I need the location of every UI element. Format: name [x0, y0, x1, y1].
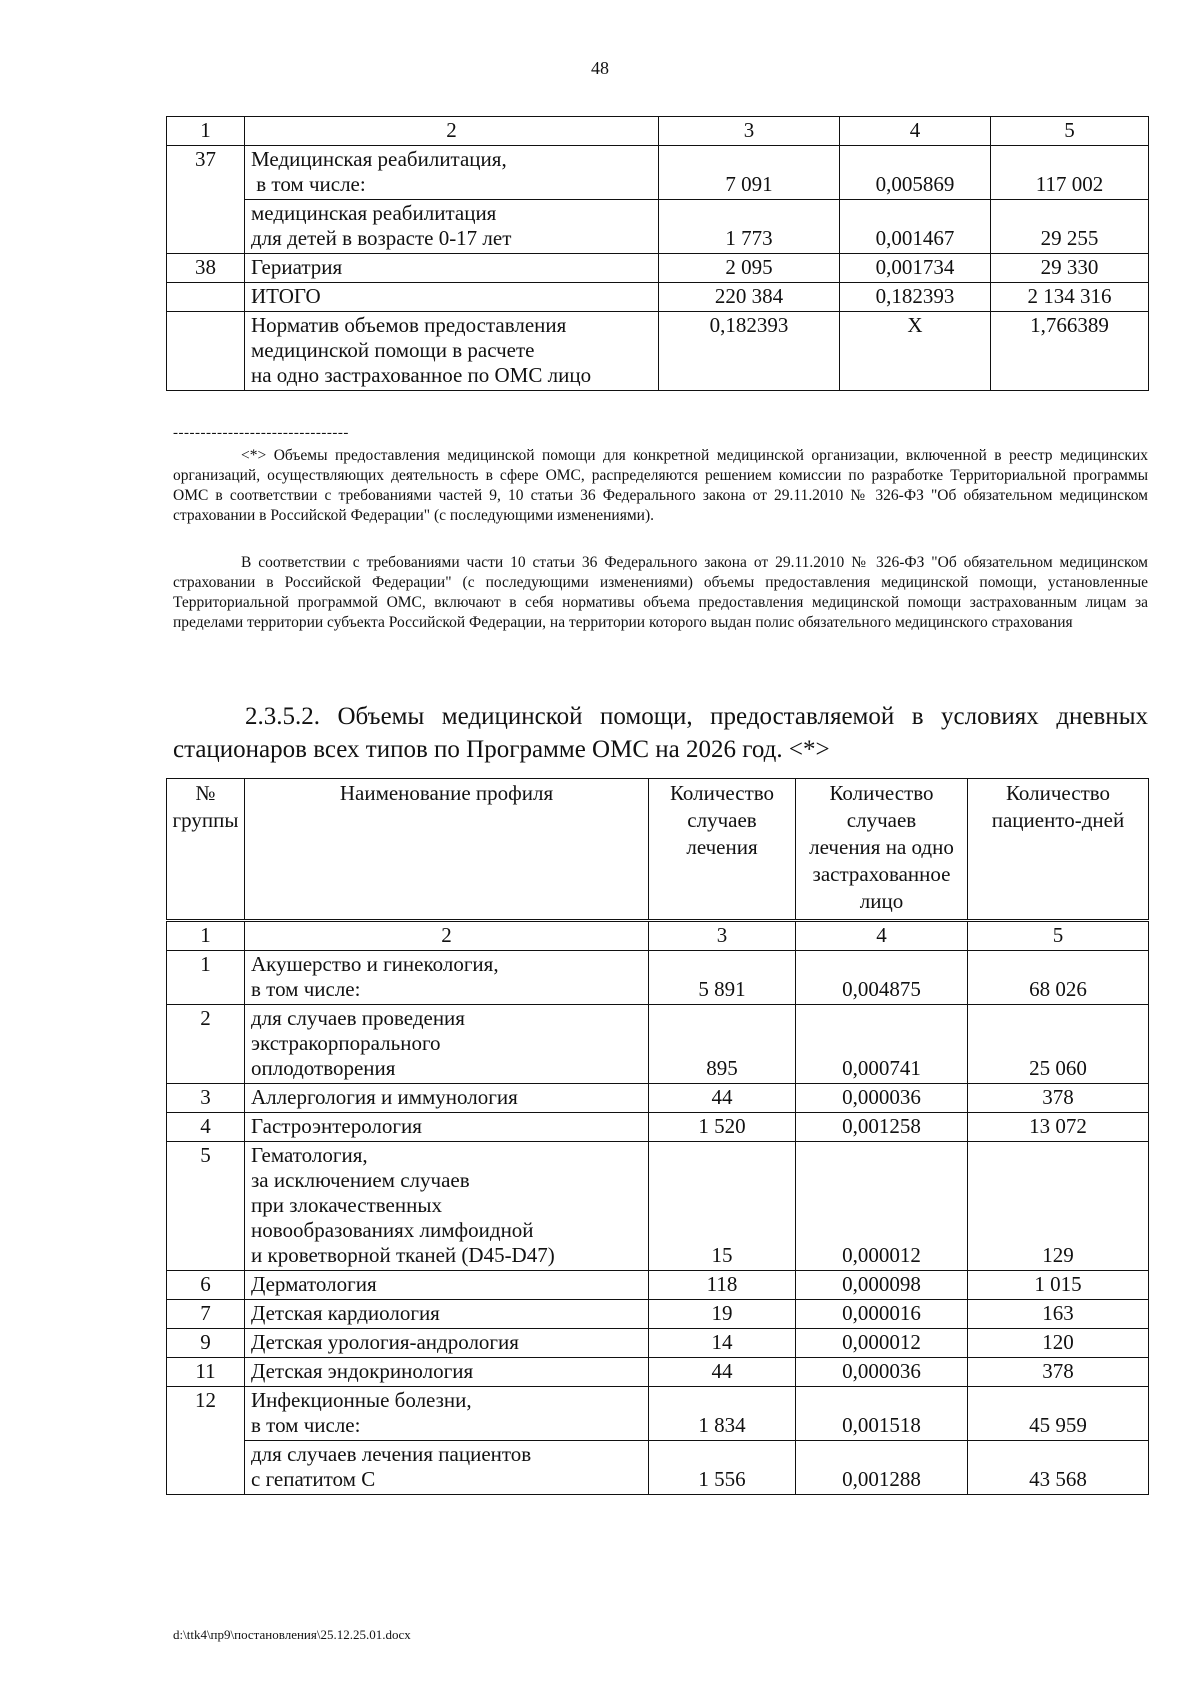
table-row — [167, 1271, 1149, 1300]
cases-count: 19 — [649, 1300, 796, 1329]
cases-per-insured: 0,001467 — [840, 200, 991, 254]
profile-name-line: экстракорпорального — [251, 1031, 441, 1055]
table-row — [167, 1441, 1149, 1495]
cases-per-insured: X — [840, 312, 991, 391]
row-number: 37 — [167, 146, 245, 200]
table-column-numbers — [167, 921, 1149, 951]
profile-name-line: за исключением случаев — [251, 1168, 470, 1192]
row-number: 6 — [167, 1271, 245, 1300]
profile-name — [245, 1142, 649, 1271]
cases-count: 1 773 — [659, 200, 840, 254]
profile-name-line: при злокачественных — [251, 1193, 442, 1217]
profile-name-line: Гематология, — [251, 1143, 368, 1167]
cases-per-insured: 0,001734 — [840, 254, 991, 283]
cases-per-insured: 0,000012 — [796, 1329, 968, 1358]
column-header-group-number — [167, 779, 245, 921]
cases-per-insured: 0,000098 — [796, 1271, 968, 1300]
patient-days: 45 959 — [968, 1387, 1149, 1441]
profile-name — [245, 1005, 649, 1084]
profile-name — [245, 1358, 649, 1387]
table-row — [167, 1329, 1149, 1358]
profile-name-line: Детская кардиология — [251, 1301, 440, 1325]
patient-days: 378 — [968, 1358, 1149, 1387]
column-header-text: Наименование профиля — [339, 781, 554, 805]
footnote-separator: -------------------------------- — [173, 425, 349, 441]
table-column-numbers — [167, 117, 1149, 146]
cases-count: 0,182393 — [659, 312, 840, 391]
row-number: 4 — [167, 1113, 245, 1142]
row-number — [167, 1441, 245, 1495]
column-header-cases — [649, 779, 796, 921]
table-norm-row — [167, 312, 1149, 391]
profile-name — [245, 951, 649, 1005]
column-number-cell: 3 — [659, 117, 840, 146]
column-number-cell: 1 — [167, 117, 245, 146]
cases-per-insured: 0,000036 — [796, 1358, 968, 1387]
table-row — [167, 951, 1149, 1005]
profile-name-line: медицинской помощи в расчете — [251, 338, 535, 362]
column-header-text: Количество пациенто-дней — [991, 781, 1125, 832]
column-header-profile-name — [245, 779, 649, 921]
patient-days: 117 002 — [991, 146, 1149, 200]
profile-name — [245, 1300, 649, 1329]
profile-name — [245, 1441, 649, 1495]
table-row — [167, 1005, 1149, 1084]
cases-per-insured: 0,000012 — [796, 1142, 968, 1271]
row-number — [167, 283, 245, 312]
cases-per-insured: 0,001288 — [796, 1441, 968, 1495]
column-header-text: Количество случаев лечения — [669, 781, 775, 859]
row-number: 1 — [167, 951, 245, 1005]
cases-per-insured: 0,005869 — [840, 146, 991, 200]
profile-name-line: оплодотворения — [251, 1056, 396, 1080]
profile-name-line: для случаев лечения пациентов — [251, 1442, 532, 1466]
cases-count: 1 520 — [649, 1113, 796, 1142]
profile-name-line: с гепатитом С — [251, 1467, 376, 1491]
cases-count: 44 — [649, 1358, 796, 1387]
patient-days: 1,766389 — [991, 312, 1149, 391]
section-heading-text: 2.3.5.2. Объемы медицинской помощи, предоставляемой в условиях дневных стационаров всех типов по Программе ОМС на 2026 год. <*> — [173, 703, 1148, 763]
row-number — [167, 200, 245, 254]
profile-name-line: ИТОГО — [251, 284, 321, 308]
profile-name — [245, 1387, 649, 1441]
profile-name — [245, 1271, 649, 1300]
cases-count: 5 891 — [649, 951, 796, 1005]
table-row — [167, 1142, 1149, 1271]
cases-per-insured: 0,000036 — [796, 1084, 968, 1113]
cases-count: 15 — [649, 1142, 796, 1271]
table-row — [167, 254, 1149, 283]
profile-name — [245, 200, 659, 254]
profile-name-line: для случаев проведения — [251, 1006, 465, 1030]
table-row — [167, 1387, 1149, 1441]
patient-days: 2 134 316 — [991, 283, 1149, 312]
profile-name-line: в том числе: — [251, 172, 366, 196]
column-header-text: Количество случаев лечения на одно застрахованное лицо — [809, 781, 954, 913]
patient-days: 129 — [968, 1142, 1149, 1271]
profile-name — [245, 146, 659, 200]
footnote-1 — [173, 446, 1148, 526]
table-row — [167, 146, 1149, 200]
profile-name — [245, 283, 659, 312]
cases-count: 44 — [649, 1084, 796, 1113]
day-hospital-volume-table — [166, 778, 1149, 1495]
cases-per-insured: 0,000016 — [796, 1300, 968, 1329]
profile-name-line: и кроветворной тканей (D45-D47) — [251, 1243, 555, 1267]
profile-name-line: Аллергология и иммунология — [251, 1085, 518, 1109]
patient-days: 13 072 — [968, 1113, 1149, 1142]
row-number: 7 — [167, 1300, 245, 1329]
row-number — [167, 312, 245, 391]
cases-per-insured: 0,000741 — [796, 1005, 968, 1084]
profile-name-line: медицинская реабилитация — [251, 201, 497, 225]
footnote-2 — [173, 553, 1148, 633]
profile-name-line: Детская урология-андрология — [251, 1330, 519, 1354]
cases-per-insured: 0,001258 — [796, 1113, 968, 1142]
column-number-cell: 1 — [167, 921, 245, 951]
profile-name-line: на одно застрахованное по ОМС лицо — [251, 363, 592, 387]
patient-days: 163 — [968, 1300, 1149, 1329]
column-number-cell: 4 — [796, 921, 968, 951]
cases-count: 220 384 — [659, 283, 840, 312]
profile-name-line: Норматив объемов предоставления — [251, 313, 567, 337]
profile-name-line: Дерматология — [251, 1272, 377, 1296]
profile-name-line: в том числе: — [251, 1413, 361, 1437]
row-number: 3 — [167, 1084, 245, 1113]
column-number-cell: 5 — [991, 117, 1149, 146]
column-number-cell: 4 — [840, 117, 991, 146]
row-number: 11 — [167, 1358, 245, 1387]
profile-name — [245, 312, 659, 391]
profile-name-line: Акушерство и гинекология, — [251, 952, 499, 976]
row-number: 38 — [167, 254, 245, 283]
cases-count: 14 — [649, 1329, 796, 1358]
row-number: 12 — [167, 1387, 245, 1441]
row-number: 2 — [167, 1005, 245, 1084]
patient-days: 43 568 — [968, 1441, 1149, 1495]
profile-name-line: Медицинская реабилитация, — [251, 147, 507, 171]
column-number-cell: 2 — [245, 117, 659, 146]
patient-days: 29 330 — [991, 254, 1149, 283]
table-row — [167, 1300, 1149, 1329]
patient-days: 29 255 — [991, 200, 1149, 254]
table-row — [167, 1358, 1149, 1387]
footnote-text: В соответствии с требованиями части 10 статьи 36 Федерального закона от 29.11.2010 № 326-ФЗ "Об обязательном медицинском страховании в Российской Федерации" (с последующими изменениями) объемы предоставления медицинской помощи, установленные Территориальной программой ОМС, включают в себя нормативы объема предоставления медицинской помощи застрахованным лицам за пределами территории субъекта Российской Федерации, на территории которого выдан полис обязательного медицинского страхования — [173, 554, 1148, 631]
table-row — [167, 1113, 1149, 1142]
profile-name-line: для детей в возрасте 0-17 лет — [251, 226, 512, 250]
cases-per-insured: 0,182393 — [840, 283, 991, 312]
cases-count: 1 556 — [649, 1441, 796, 1495]
volume-table-continued — [166, 116, 1149, 391]
patient-days: 120 — [968, 1329, 1149, 1358]
table-header-row — [167, 779, 1149, 921]
patient-days: 1 015 — [968, 1271, 1149, 1300]
profile-name-line: Детская эндокринология — [251, 1359, 474, 1383]
column-header-patient-days — [968, 779, 1149, 921]
table-row — [167, 200, 1149, 254]
column-number-cell: 3 — [649, 921, 796, 951]
profile-name-line: Гериатрия — [251, 255, 343, 279]
patient-days: 378 — [968, 1084, 1149, 1113]
column-number-cell: 2 — [245, 921, 649, 951]
profile-name-line: в том числе: — [251, 977, 361, 1001]
profile-name — [245, 254, 659, 283]
row-number: 5 — [167, 1142, 245, 1271]
profile-name — [245, 1329, 649, 1358]
profile-name — [245, 1113, 649, 1142]
cases-count: 2 095 — [659, 254, 840, 283]
cases-per-insured: 0,001518 — [796, 1387, 968, 1441]
column-number-cell: 5 — [968, 921, 1149, 951]
file-path: d:\ttk4\пр9\постановления\25.12.25.01.docx — [173, 1627, 411, 1642]
patient-days: 68 026 — [968, 951, 1149, 1005]
cases-per-insured: 0,004875 — [796, 951, 968, 1005]
section-heading — [173, 700, 1148, 766]
cases-count: 1 834 — [649, 1387, 796, 1441]
column-header-text: № группы — [172, 781, 239, 832]
profile-name-line: Инфекционные болезни, — [251, 1388, 472, 1412]
profile-name-line: Гастроэнтерология — [251, 1114, 422, 1138]
table-total-row — [167, 283, 1149, 312]
profile-name — [245, 1084, 649, 1113]
column-header-cases-per-insured — [796, 779, 968, 921]
profile-name-line: новообразованиях лимфоидной — [251, 1218, 534, 1242]
cases-count: 118 — [649, 1271, 796, 1300]
row-number: 9 — [167, 1329, 245, 1358]
cases-count: 7 091 — [659, 146, 840, 200]
cases-count: 895 — [649, 1005, 796, 1084]
page-number: 48 — [591, 58, 609, 78]
footnote-text: <*> Объемы предоставления медицинской помощи для конкретной медицинской организации, включенной в реестр медицинских организаций, осуществляющих деятельность в сфере ОМС, распределяются решением комиссии по разработке Территориальной программы ОМС в соответствии с требованиями частей 9, 10 статьи 36 Федерального закона от 29.11.2010 № 326-ФЗ "Об обязательном медицинском страховании в Российской Федерации" (с последующими изменениями). — [173, 447, 1148, 524]
table-row — [167, 1084, 1149, 1113]
patient-days: 25 060 — [968, 1005, 1149, 1084]
